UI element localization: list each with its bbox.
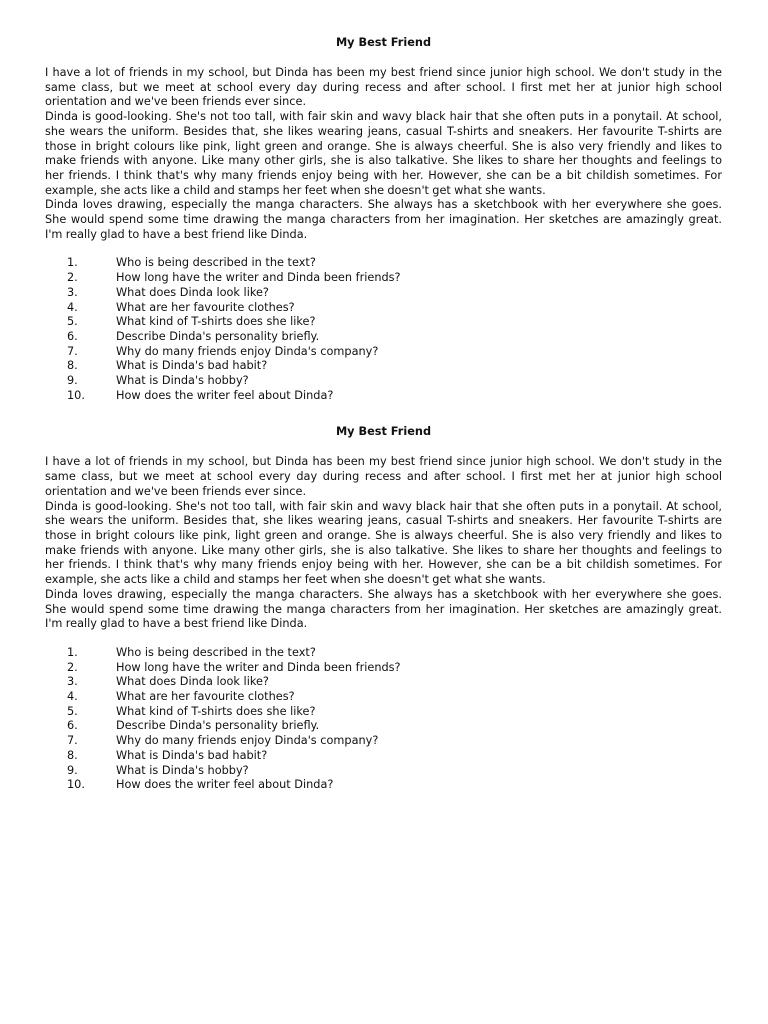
question-item (45, 705, 722, 720)
paragraph-hobby: Dinda loves drawing, especially the manga characters. She always has a sketchbook with her everywhere she goes. She would spend some time drawing the manga characters from her imagination. Her sketches are amazingly great. I'm really glad to have a best friend like Dinda. (45, 587, 722, 631)
question-number: 2. (67, 660, 78, 674)
question-text: Why do many friends enjoy Dinda's company? (116, 344, 379, 358)
question-item (45, 719, 722, 734)
question-number: 2. (67, 271, 78, 285)
question-number: 3. (67, 285, 78, 299)
question-number: 10. (67, 388, 85, 402)
question-item (45, 764, 722, 779)
question-number: 5. (67, 315, 78, 329)
question-item (45, 690, 722, 705)
question-list (45, 646, 722, 793)
question-item (45, 646, 722, 661)
question-item (45, 749, 722, 764)
question-number: 7. (67, 344, 78, 358)
question-number: 1. (67, 645, 78, 659)
question-text: What kind of T-shirts does she like? (116, 704, 316, 718)
question-item (45, 675, 722, 690)
question-text: Who is being described in the text? (116, 645, 316, 659)
document-page (45, 34, 722, 793)
document-title: My Best Friend (335, 425, 432, 439)
question-item (45, 661, 722, 676)
question-number: 9. (67, 374, 78, 388)
question-item (45, 301, 722, 316)
question-text: What is Dinda's bad habit? (116, 359, 268, 373)
question-item (45, 389, 722, 404)
question-text: What does Dinda look like? (116, 675, 269, 689)
question-number: 4. (67, 300, 78, 314)
question-number: 8. (67, 748, 78, 762)
worksheet-section-1 (45, 34, 722, 403)
question-text: Why do many friends enjoy Dinda's company? (116, 734, 379, 748)
question-text: What is Dinda's hobby? (116, 374, 249, 388)
question-item (45, 286, 722, 301)
question-text: How does the writer feel about Dinda? (116, 778, 334, 792)
question-item (45, 256, 722, 271)
question-text: Describe Dinda's personality briefly. (116, 329, 320, 343)
worksheet-section-2 (45, 423, 722, 792)
paragraph-hobby: Dinda loves drawing, especially the manga characters. She always has a sketchbook with her everywhere she goes. She would spend some time drawing the manga characters from her imagination. Her sketches are amazingly great. I'm really glad to have a best friend like Dinda. (45, 198, 722, 241)
paragraph-description: Dinda is good-looking. She's not too tall, with fair skin and wavy black hair that she often puts in a ponytail. At school, she wears the uniform. Besides that, she likes wearing jeans, casual T-shirts and sneakers. Her favourite T-shirts are those in bright colours like pink, light green and orange. She is always cheerful. She is also very friendly and likes to make friends with anyone. Like many other girls, she is also talkative. She likes to share her thoughts and feelings to her friends. I think that's why many friends enjoy being with her. However, she can be a bit childish sometimes. For example, she acts like a child and stamps her feet when she doesn't get what she wants. (45, 499, 722, 587)
question-text: How long have the writer and Dinda been friends? (116, 660, 401, 674)
question-text: Describe Dinda's personality briefly. (116, 719, 320, 733)
question-number: 6. (67, 719, 78, 733)
paragraph-description: Dinda is good-looking. She's not too tall, with fair skin and wavy black hair that she often puts in a ponytail. At school, she wears the uniform. Besides that, she likes wearing jeans, casual T-shirts and sneakers. Her favourite T-shirts are those in bright colours like pink, light green and orange. She is always cheerful. She is also very friendly and likes to make friends with anyone. Like many other girls, she is also talkative. She likes to share her thoughts and feelings to her friends. I think that's why many friends enjoy being with her. However, she can be a bit childish sometimes. For example, she acts like a child and stamps her feet when she doesn't get what she wants. (45, 110, 722, 197)
question-item (45, 315, 722, 330)
question-item (45, 374, 722, 389)
question-number: 10. (67, 778, 85, 792)
question-number: 8. (67, 359, 78, 373)
question-number: 4. (67, 690, 78, 704)
question-number: 5. (67, 704, 78, 718)
question-text: What are her favourite clothes? (116, 690, 295, 704)
document-title: My Best Friend (335, 36, 432, 49)
question-text: How does the writer feel about Dinda? (116, 388, 334, 402)
question-text: What are her favourite clothes? (116, 300, 295, 314)
question-text: How long have the writer and Dinda been friends? (116, 271, 401, 285)
question-number: 7. (67, 734, 78, 748)
question-number: 1. (67, 256, 78, 270)
paragraph-intro: I have a lot of friends in my school, but Dinda has been my best friend since junior high school. We don't study in the same class, but we meet at school every day during recess and after school. I first met her at junior high school orientation and we've been friends ever since. (45, 455, 722, 498)
question-text: Who is being described in the text? (116, 256, 316, 270)
question-text: What is Dinda's hobby? (116, 763, 249, 777)
question-item (45, 778, 722, 793)
question-number: 9. (67, 763, 78, 777)
question-item (45, 345, 722, 360)
question-item (45, 359, 722, 374)
question-number: 3. (67, 675, 78, 689)
question-item (45, 271, 722, 286)
question-number: 6. (67, 329, 78, 343)
question-text: What is Dinda's bad habit? (116, 748, 268, 762)
paragraph-intro: I have a lot of friends in my school, but Dinda has been my best friend since junior high school. We don't study in the same class, but we meet at school every day during recess and after school. I first met her at junior high school orientation and we've been friends ever since. (45, 66, 722, 109)
question-item (45, 330, 722, 345)
question-text: What kind of T-shirts does she like? (116, 315, 316, 329)
question-list (45, 256, 722, 403)
question-text: What does Dinda look like? (116, 285, 269, 299)
question-item (45, 734, 722, 749)
